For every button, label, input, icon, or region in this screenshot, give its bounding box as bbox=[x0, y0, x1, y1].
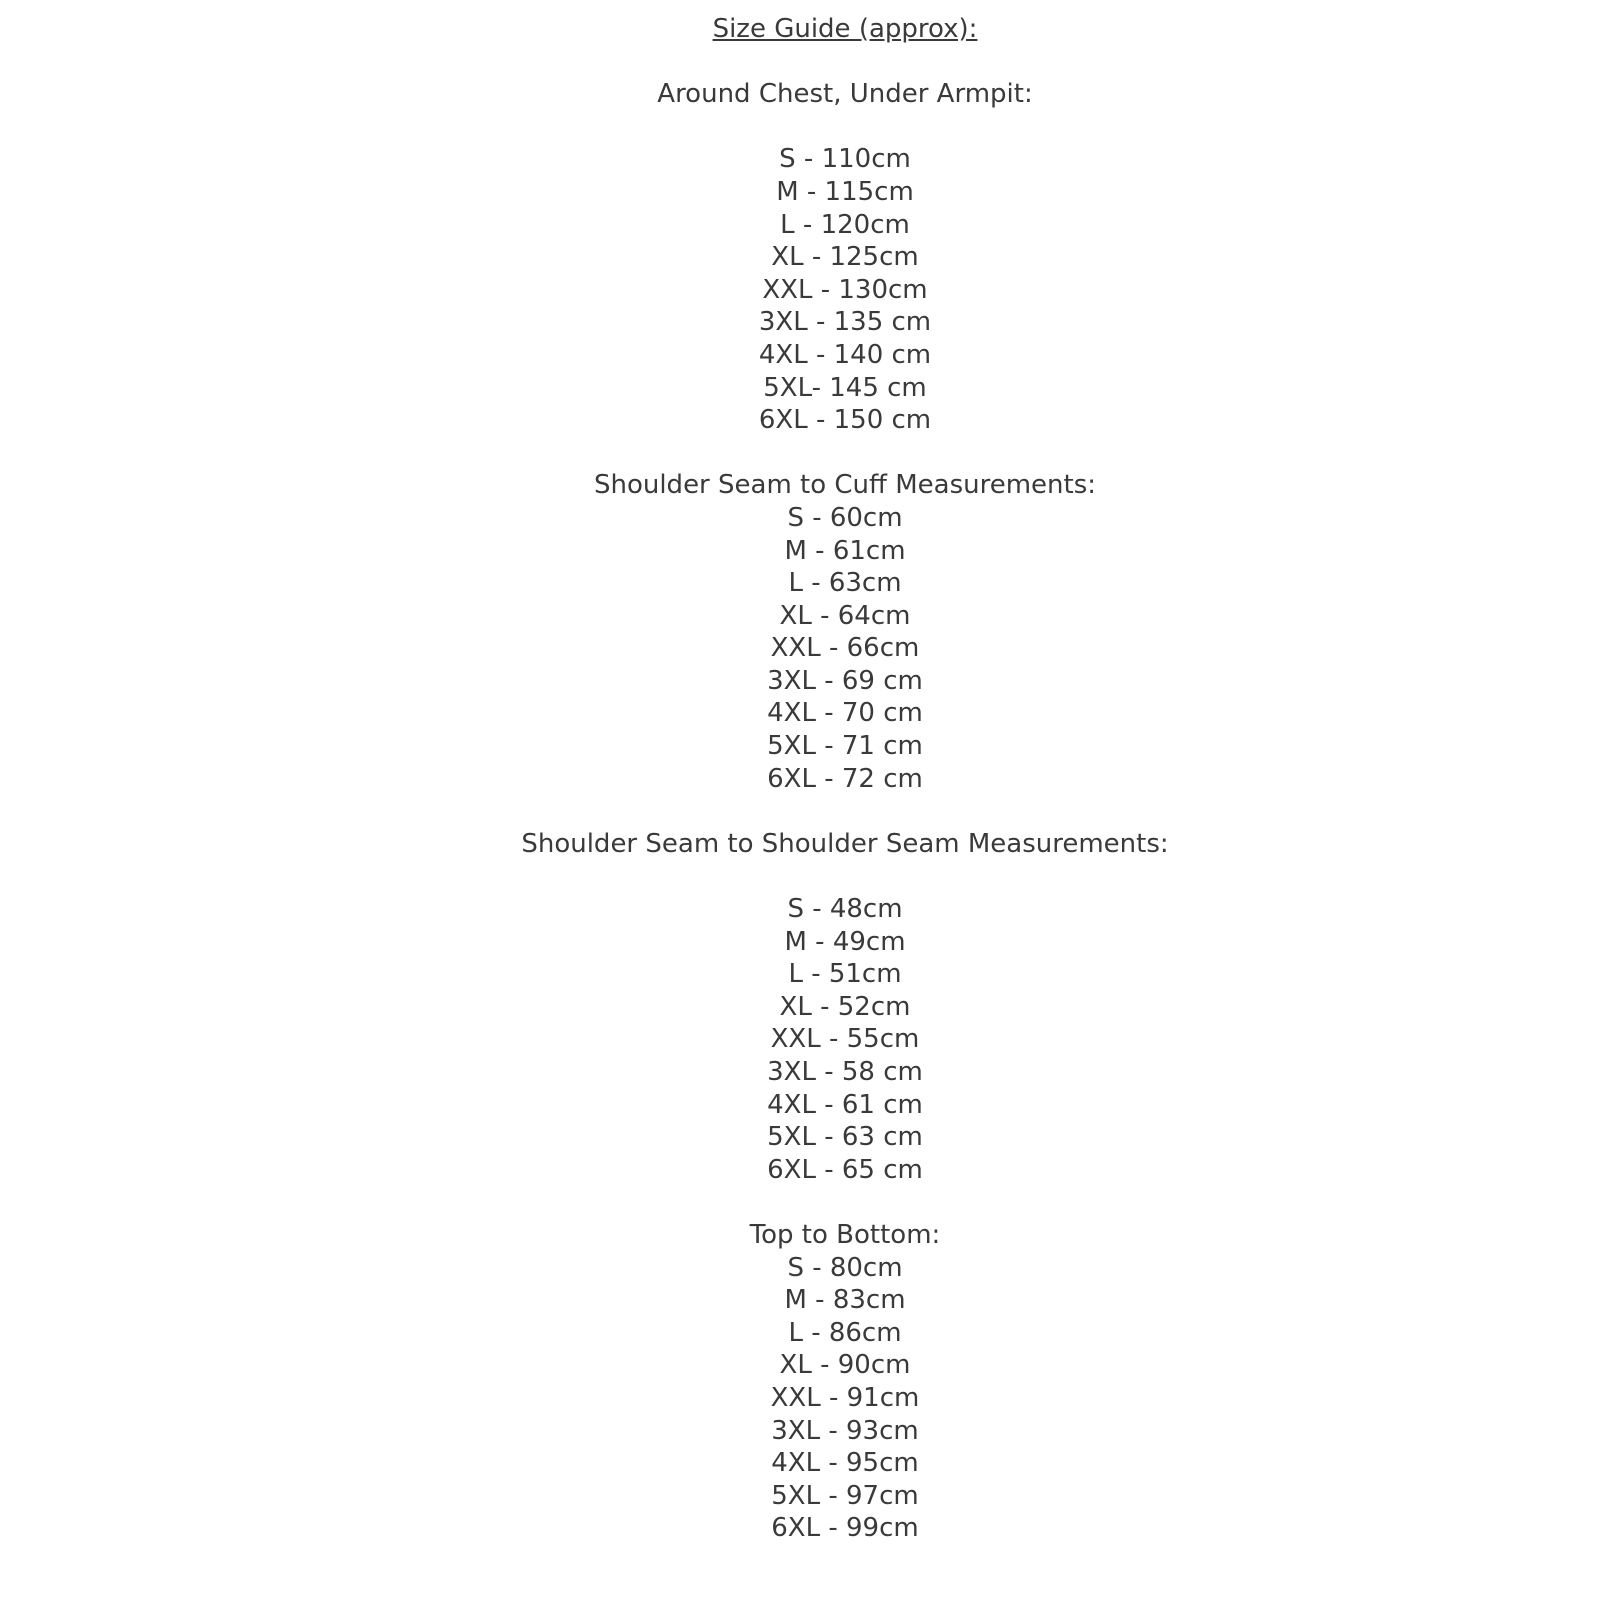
size-row: 6XL - 65 cm bbox=[767, 1154, 923, 1185]
section-items bbox=[90, 1252, 1600, 1545]
blank-line bbox=[90, 795, 1600, 828]
size-row: 4XL - 140 cm bbox=[758, 339, 932, 370]
size-row: XL - 125cm bbox=[771, 242, 919, 273]
size-row: S - 48cm bbox=[787, 894, 903, 925]
section-heading: Shoulder Seam to Cuff Measurements: bbox=[593, 470, 1097, 501]
size-row: M - 49cm bbox=[784, 926, 906, 957]
size-section bbox=[90, 469, 1600, 795]
size-row: 4XL - 70 cm bbox=[767, 698, 923, 729]
size-row: 6XL - 72 cm bbox=[767, 763, 923, 794]
size-row: XXL - 130cm bbox=[762, 274, 928, 305]
size-row: 4XL - 61 cm bbox=[767, 1089, 923, 1120]
section-heading: Around Chest, Under Armpit: bbox=[657, 79, 1033, 110]
size-row: 5XL- 145 cm bbox=[763, 372, 927, 403]
blank-line bbox=[90, 437, 1600, 470]
size-row: L - 51cm bbox=[788, 959, 902, 990]
size-row: L - 63cm bbox=[788, 568, 902, 599]
page-title-text: Size Guide (approx): bbox=[712, 14, 978, 44]
size-row: XXL - 66cm bbox=[770, 633, 920, 664]
size-row: XXL - 91cm bbox=[770, 1382, 920, 1413]
section-items bbox=[90, 111, 1600, 437]
size-row: XL - 52cm bbox=[779, 991, 911, 1022]
size-section bbox=[90, 828, 1600, 1187]
size-row: 3XL - 93cm bbox=[771, 1415, 919, 1446]
section-heading: Top to Bottom: bbox=[749, 1219, 941, 1250]
section-heading: Shoulder Seam to Shoulder Seam Measurements: bbox=[521, 828, 1169, 859]
size-row: 3XL - 58 cm bbox=[767, 1057, 923, 1087]
size-row: 5XL - 97cm bbox=[771, 1480, 919, 1511]
size-row: 3XL - 69 cm bbox=[767, 665, 923, 696]
blank-line bbox=[90, 111, 1600, 144]
blank-line bbox=[90, 46, 1600, 79]
size-row: M - 61cm bbox=[784, 535, 906, 566]
page-title bbox=[90, 13, 1600, 46]
size-row: 4XL - 95cm bbox=[771, 1448, 919, 1479]
section-items bbox=[90, 502, 1600, 795]
size-row: 6XL - 99cm bbox=[771, 1513, 919, 1544]
size-row: XL - 64cm bbox=[779, 600, 911, 631]
size-row: S - 80cm bbox=[787, 1252, 903, 1283]
blank-line bbox=[90, 860, 1600, 893]
size-row: 5XL - 71 cm bbox=[767, 731, 923, 762]
size-row: M - 115cm bbox=[776, 176, 914, 207]
size-row: 6XL - 150 cm bbox=[758, 405, 932, 436]
size-section bbox=[90, 1219, 1600, 1545]
size-row: 5XL - 63 cm bbox=[767, 1122, 923, 1153]
size-row: L - 86cm bbox=[788, 1317, 902, 1348]
size-row: S - 110cm bbox=[779, 144, 911, 175]
size-row: S - 60cm bbox=[787, 502, 903, 533]
size-row: XL - 90cm bbox=[779, 1350, 911, 1381]
size-row: L - 120cm bbox=[780, 209, 910, 240]
size-row: M - 83cm bbox=[784, 1285, 906, 1316]
size-row: 3XL - 135 cm bbox=[758, 307, 932, 338]
sections-container bbox=[90, 46, 1600, 1545]
size-row: XXL - 55cm bbox=[770, 1024, 920, 1055]
section-items bbox=[90, 860, 1600, 1186]
blank-line bbox=[90, 1186, 1600, 1219]
size-section bbox=[90, 78, 1600, 437]
